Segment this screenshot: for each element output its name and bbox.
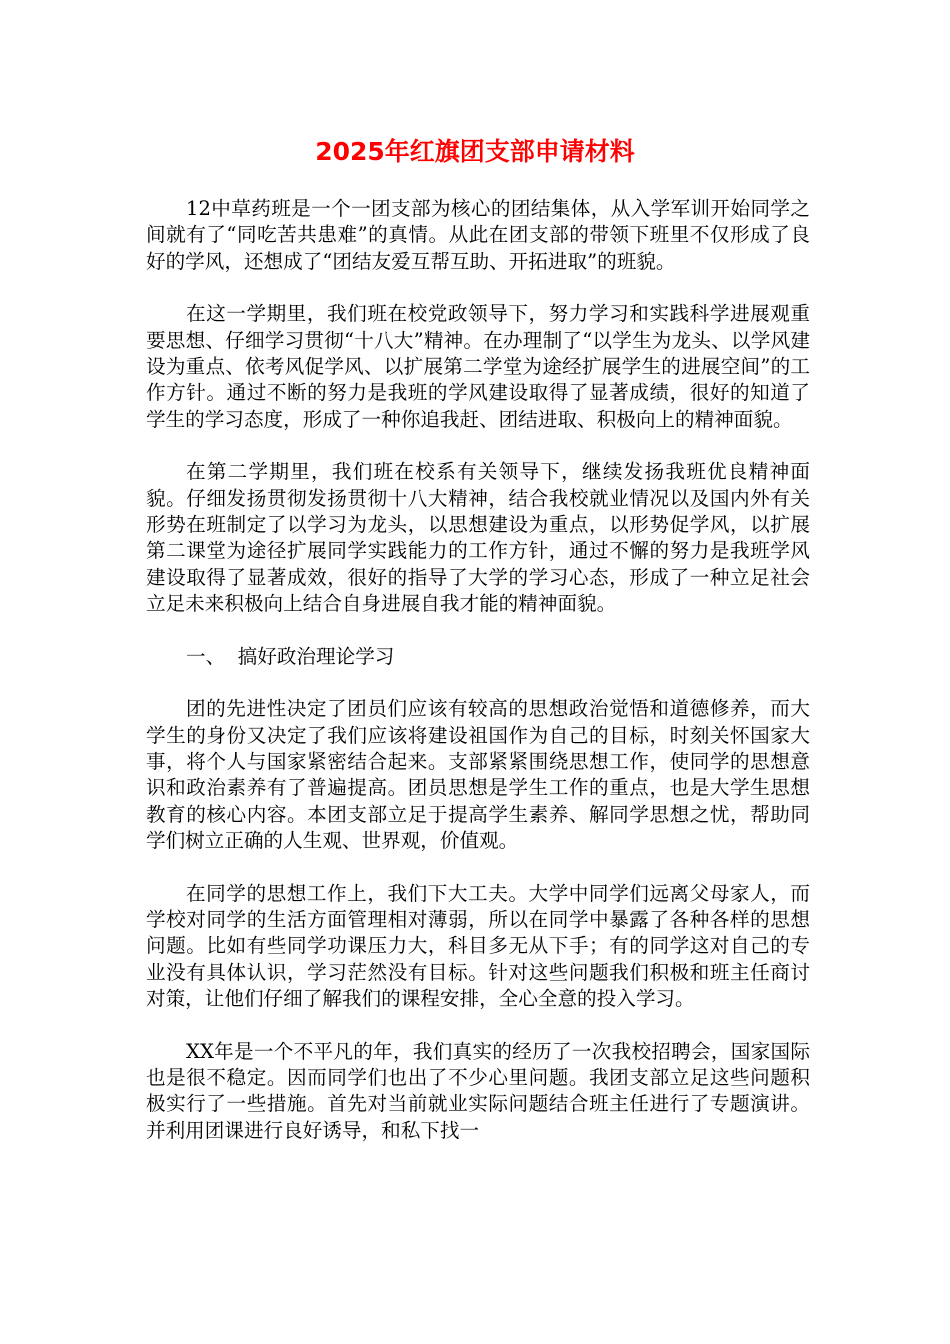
section-heading: 一、 搞好政治理论学习 (186, 644, 395, 668)
section-paragraph-1: 团的先进性决定了团员们应该有较高的思想政治觉悟和道德修养，而大学生的身份又决定了我们应该将建设祖国作为自己的目标，时刻关怀国家大事，将个人与国家紧密结合起来。支部紧紧围绕思想工作，使同学的思想意识和政治素养有了普遍提高。团员思想是学生工作的重点，也是大学生思想教育的核心内容。本团支部立足于提高学生素养、解同学思想之忧，帮助同学们树立正确的人生观、世界观，价值观。 (146, 697, 810, 853)
paragraph-1: 12中草药班是一个一团支部为核心的团结集体，从入学军训开始同学之间就有了“同吃苦共患难”的真情。从此在团支部的带领下班里不仅形成了良好的学风，还想成了“团结友爱互帮互助、开拓进取”的班貌。 (146, 197, 810, 273)
paragraph-2: 在这一学期里，我们班在校党政领导下，努力学习和实践科学进展观重要思想、仔细学习贯彻“十八大”精神。在办理制了“以学生为龙头、以学风建设为重点、依考风促学风、以扩展第二学堂为途经扩展学生的进展空间”的工作方针。通过不断的努力是我班的学风建设取得了显著成绩，很好的知道了学生的学习态度，形成了一种你追我赶、团结进取、积极向上的精神面貌。 (146, 302, 810, 431)
document-body (146, 196, 810, 1170)
section-paragraph-2: 在同学的思想工作上，我们下大工夫。大学中同学们远离父母家人，而学校对同学的生活方面管理相对薄弱，所以在同学中暴露了各种各样的思想问题。比如有些同学功课压力大，科目多无从下手；有的同学这对自己的专业没有具体认识，学习茫然没有目标。针对这些问题我们积极和班主任商讨对策，让他们仔细了解我们的课程安排，全心全意的投入学习。 (146, 881, 810, 1011)
document-title: 2025年红旗团支部申请材料 (315, 137, 635, 166)
paragraph-3: 在第二学期里，我们班在校系有关领导下，继续发扬我班优良精神面貌。仔细发扬贯彻发扬贯彻十八大精神，结合我校就业情况以及国内外有关形势在班制定了以学习为龙头，以思想建设为重点，以形势促学风，以扩展第二课堂为途径扩展同学实践能力的工作方针，通过不懈的努力是我班学风建设取得了显著成效，很好的指导了大学的学习心态，形成了一种立足社会立足未来积极向上结合自身进展自我才能的精神面貌。 (146, 460, 810, 616)
section-paragraph-3: XX年是一个不平凡的年，我们真实的经历了一次我校招聘会，国家国际也是很不稳定。因而同学们也出了不少心里问题。我团支部立足这些问题积极实行了一些措施。首先对当前就业实际问题结合班主任进行了专题演讲。并利用团课进行良好诱导，和私下找一 (146, 1039, 810, 1142)
